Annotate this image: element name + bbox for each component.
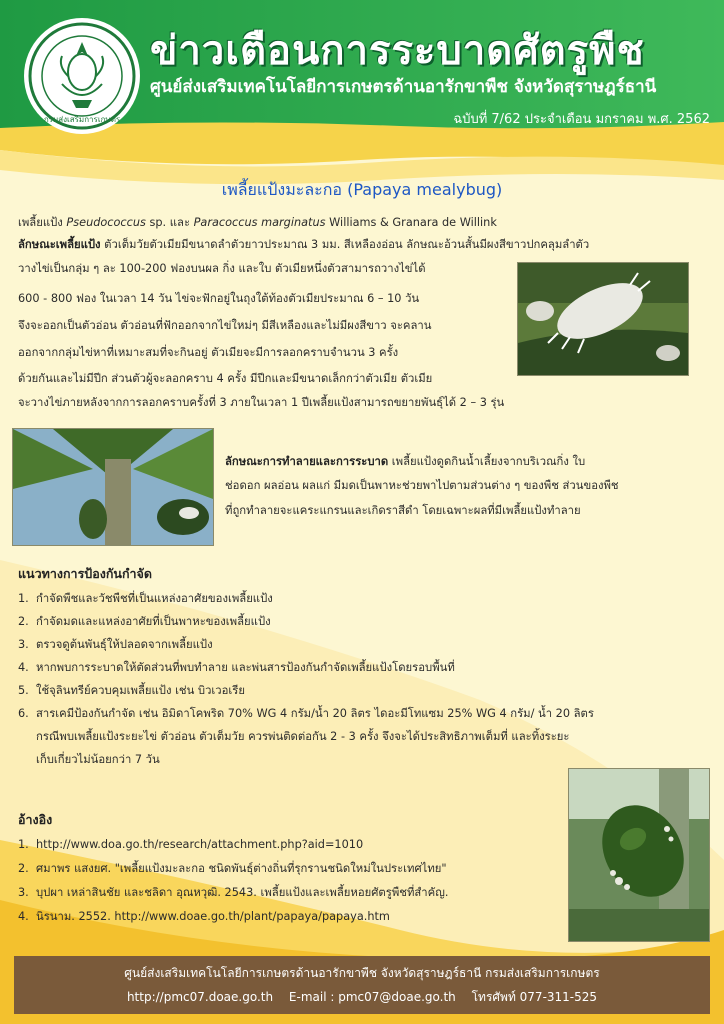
papaya-fruit-photo (568, 768, 710, 942)
reference-text: นิรนาม. 2552. http://www.doae.go.th/plant/papaya/papaya.htm (36, 910, 390, 923)
species-line (18, 212, 718, 234)
reference-number: 3. (18, 886, 29, 899)
control-item (18, 703, 718, 726)
references-list (18, 834, 558, 930)
control-item (18, 588, 718, 611)
control-item-number: 1. (18, 592, 29, 605)
reference-text: ศมาพร แสงยศ. "เพลี้ยแป้งมะละกอ ชนิดพันธุ์ต่างถิ่นที่รุกรานชนิดใหม่ในประเทศไทย" (36, 862, 447, 875)
control-item-continuation: เก็บเกี่ยวไม่น้อยกว่า 7 วัน (36, 753, 160, 766)
newsletter-title: ข่าวเตือนการระบาดศัตรูพืช (150, 28, 645, 74)
control-heading: แนวทางการป้องกันกำจัด (18, 566, 152, 581)
species-mid: sp. และ (149, 216, 191, 229)
reference-item (18, 834, 558, 858)
control-item-number: 3. (18, 638, 29, 651)
center-name: ศูนย์ส่งเสริมเทคโนโลยีการเกษตรด้านอารักขาพืช จังหวัดสุราษฎร์ธานี (150, 77, 657, 97)
mealybug-closeup-photo (517, 262, 689, 376)
footer-organization: ศูนย์ส่งเสริมเทคโนโลยีการเกษตรด้านอารักขาพืช จังหวัดสุราษฎร์ธานี กรมส่งเสริมการเกษตร (124, 966, 600, 980)
control-item (18, 657, 718, 680)
reference-number: 1. (18, 838, 29, 851)
damage-line1 (225, 451, 720, 473)
characteristics-line7: จะวางไข่ภายหลังจากการลอกคราบครั้งที่ 3 ภายในเวลา 1 ปีเพลี้ยแป้งสามารถขยายพันธุ์ได้ 2 – 3 รุ่น (18, 396, 505, 409)
characteristics-line6: ด้วยกันและไม่มีปีก ส่วนตัวผู้จะลอกคราบ 4 ครั้ง มีปีกและมีขนาดเล็กกว่าตัวเมีย ตัวเมีย (18, 372, 433, 385)
control-item-text: หากพบการระบาดให้ตัดส่วนที่พบทำลาย และพ่นสารป้องกันกำจัดเพลี้ยแป้งโดยรอบพื้นที่ (36, 661, 455, 674)
species-a: Pseudococcus (66, 216, 146, 229)
species-suffix: Williams & Granara de Willink (329, 216, 497, 229)
footer-phone: โทรศัพท์ 077-311-525 (471, 990, 598, 1004)
reference-text: บุปผา เหล่าสินชัย และชลิดา อุณหวุฒิ. 2543. เพลี้ยแป้งและเพลี้ยหอยศัตรูพืชที่สำคัญ. (36, 886, 449, 899)
damage-heading: ลักษณะการทำลายและการระบาด (225, 455, 389, 468)
logo-text: กรมส่งเสริมการเกษตร (43, 115, 121, 124)
control-item-text: กำจัดมดและแหล่งอาศัยที่เป็นพาหะของเพลี้ยแป้ง (36, 615, 271, 628)
control-item-text: ใช้จุลินทรีย์ควบคุมเพลี้ยแป้ง เช่น บิวเวอเรีย (36, 684, 245, 697)
damage-line3: ที่ถูกทำลายจะแคระแกรนและเกิดราสีดำ โดยเฉพาะผลที่มีเพลี้ยแป้งทำลาย (225, 504, 581, 517)
reference-number: 2. (18, 862, 29, 875)
control-item-text: กำจัดพืชและวัชพืชที่เป็นแหล่งอาศัยของเพลี้ยแป้ง (36, 592, 273, 605)
damage-line2: ช่อดอก ผลอ่อน ผลแก่ มีมดเป็นพาหะช่วยพาไปตามส่วนต่าง ๆ ของพืช ส่วนของพืช (225, 479, 619, 492)
characteristics-line5: ออกจากกลุ่มไข่หาที่เหมาะสมที่จะกินอยู่ ตัวเมียจะมีการลอกคราบจำนวน 3 ครั้ง (18, 346, 399, 359)
characteristics-line1 (18, 234, 718, 256)
header-banner (0, 0, 724, 150)
footer-email: E-mail : pmc07@doae.go.th (288, 990, 456, 1004)
article-title: เพลี้ยแป้งมะละกอ (Papaya mealybug) (221, 180, 503, 199)
characteristics-line4: จึงจะออกเป็นตัวอ่อน ตัวอ่อนที่ฟักออกจากไข่ใหม่ๆ มีสีเหลืองและไม่มีผงสีขาว จะคลาน (18, 319, 432, 332)
reference-text: http://www.doa.go.th/research/attachment.php?aid=1010 (36, 838, 364, 851)
references-heading: อ้างอิง (18, 812, 53, 827)
characteristics-heading: ลักษณะเพลี้ยแป้ง (18, 238, 101, 251)
papaya-tree-photo (12, 428, 214, 546)
control-item-text: สารเคมีป้องกันกำจัด เช่น อิมิดาโคพริด 70% WG 4 กรัม/น้ำ 20 ลิตร ไดอะมีโทแซม 25% WG 4 กรัม/ น้ำ 20 ลิตร (36, 707, 594, 720)
control-item-continuation: กรณีพบเพลี้ยแป้งระยะไข่ ตัวอ่อน ตัวเต็มวัย ควรพ่นติดต่อกัน 2 - 3 ครั้ง จึงจะได้ประสิทธิภาพเต็มที่ และทิ้งระยะ (36, 730, 570, 743)
control-item-number: 2. (18, 615, 29, 628)
footer-website: http://pmc07.doae.go.th (126, 990, 274, 1004)
issue-info: ฉบับที่ 7/62 ประจำเดือน มกราคม พ.ศ. 2562 (453, 112, 710, 127)
reference-item (18, 906, 558, 930)
reference-number: 4. (18, 910, 29, 923)
control-item (18, 634, 718, 657)
reference-item (18, 858, 558, 882)
control-item-number: 4. (18, 661, 29, 674)
control-item (18, 611, 718, 634)
control-item-number: 5. (18, 684, 29, 697)
species-prefix: เพลี้ยแป้ง (18, 216, 63, 229)
species-b: Paracoccus marginatus (193, 216, 326, 229)
control-item-text: ตรวจดูต้นพันธุ์ให้ปลอดจากเพลี้ยแป้ง (36, 638, 213, 651)
characteristics-line3: 600 - 800 ฟอง ในเวลา 14 วัน ไข่จะฟักอยู่ในถุงใต้ท้องตัวเมียประมาณ 6 – 10 วัน (18, 292, 420, 305)
reference-item (18, 882, 558, 906)
control-list (18, 588, 718, 772)
control-item-number: 6. (18, 707, 29, 720)
damage-text1: เพลี้ยแป้งดูดกินน้ำเลี้ยงจากบริเวณกิ่ง ใบ (391, 455, 586, 468)
control-item (18, 680, 718, 703)
footer-contact (14, 985, 710, 1009)
footer (14, 956, 710, 1014)
characteristics-line2: วางไข่เป็นกลุ่ม ๆ ละ 100-200 ฟองบนผล กิ่ง และใบ ตัวเมียหนึ่งตัวสามารถวางไข่ได้ (18, 262, 426, 275)
department-logo (22, 16, 142, 136)
characteristics-text1: ตัวเต็มวัยตัวเมียมีขนาดลำตัวยาวประมาณ 3 มม. สีเหลืองอ่อน ลักษณะอ้วนสั้นมีผงสีขาวปกคลุมลำตัว (104, 238, 590, 251)
